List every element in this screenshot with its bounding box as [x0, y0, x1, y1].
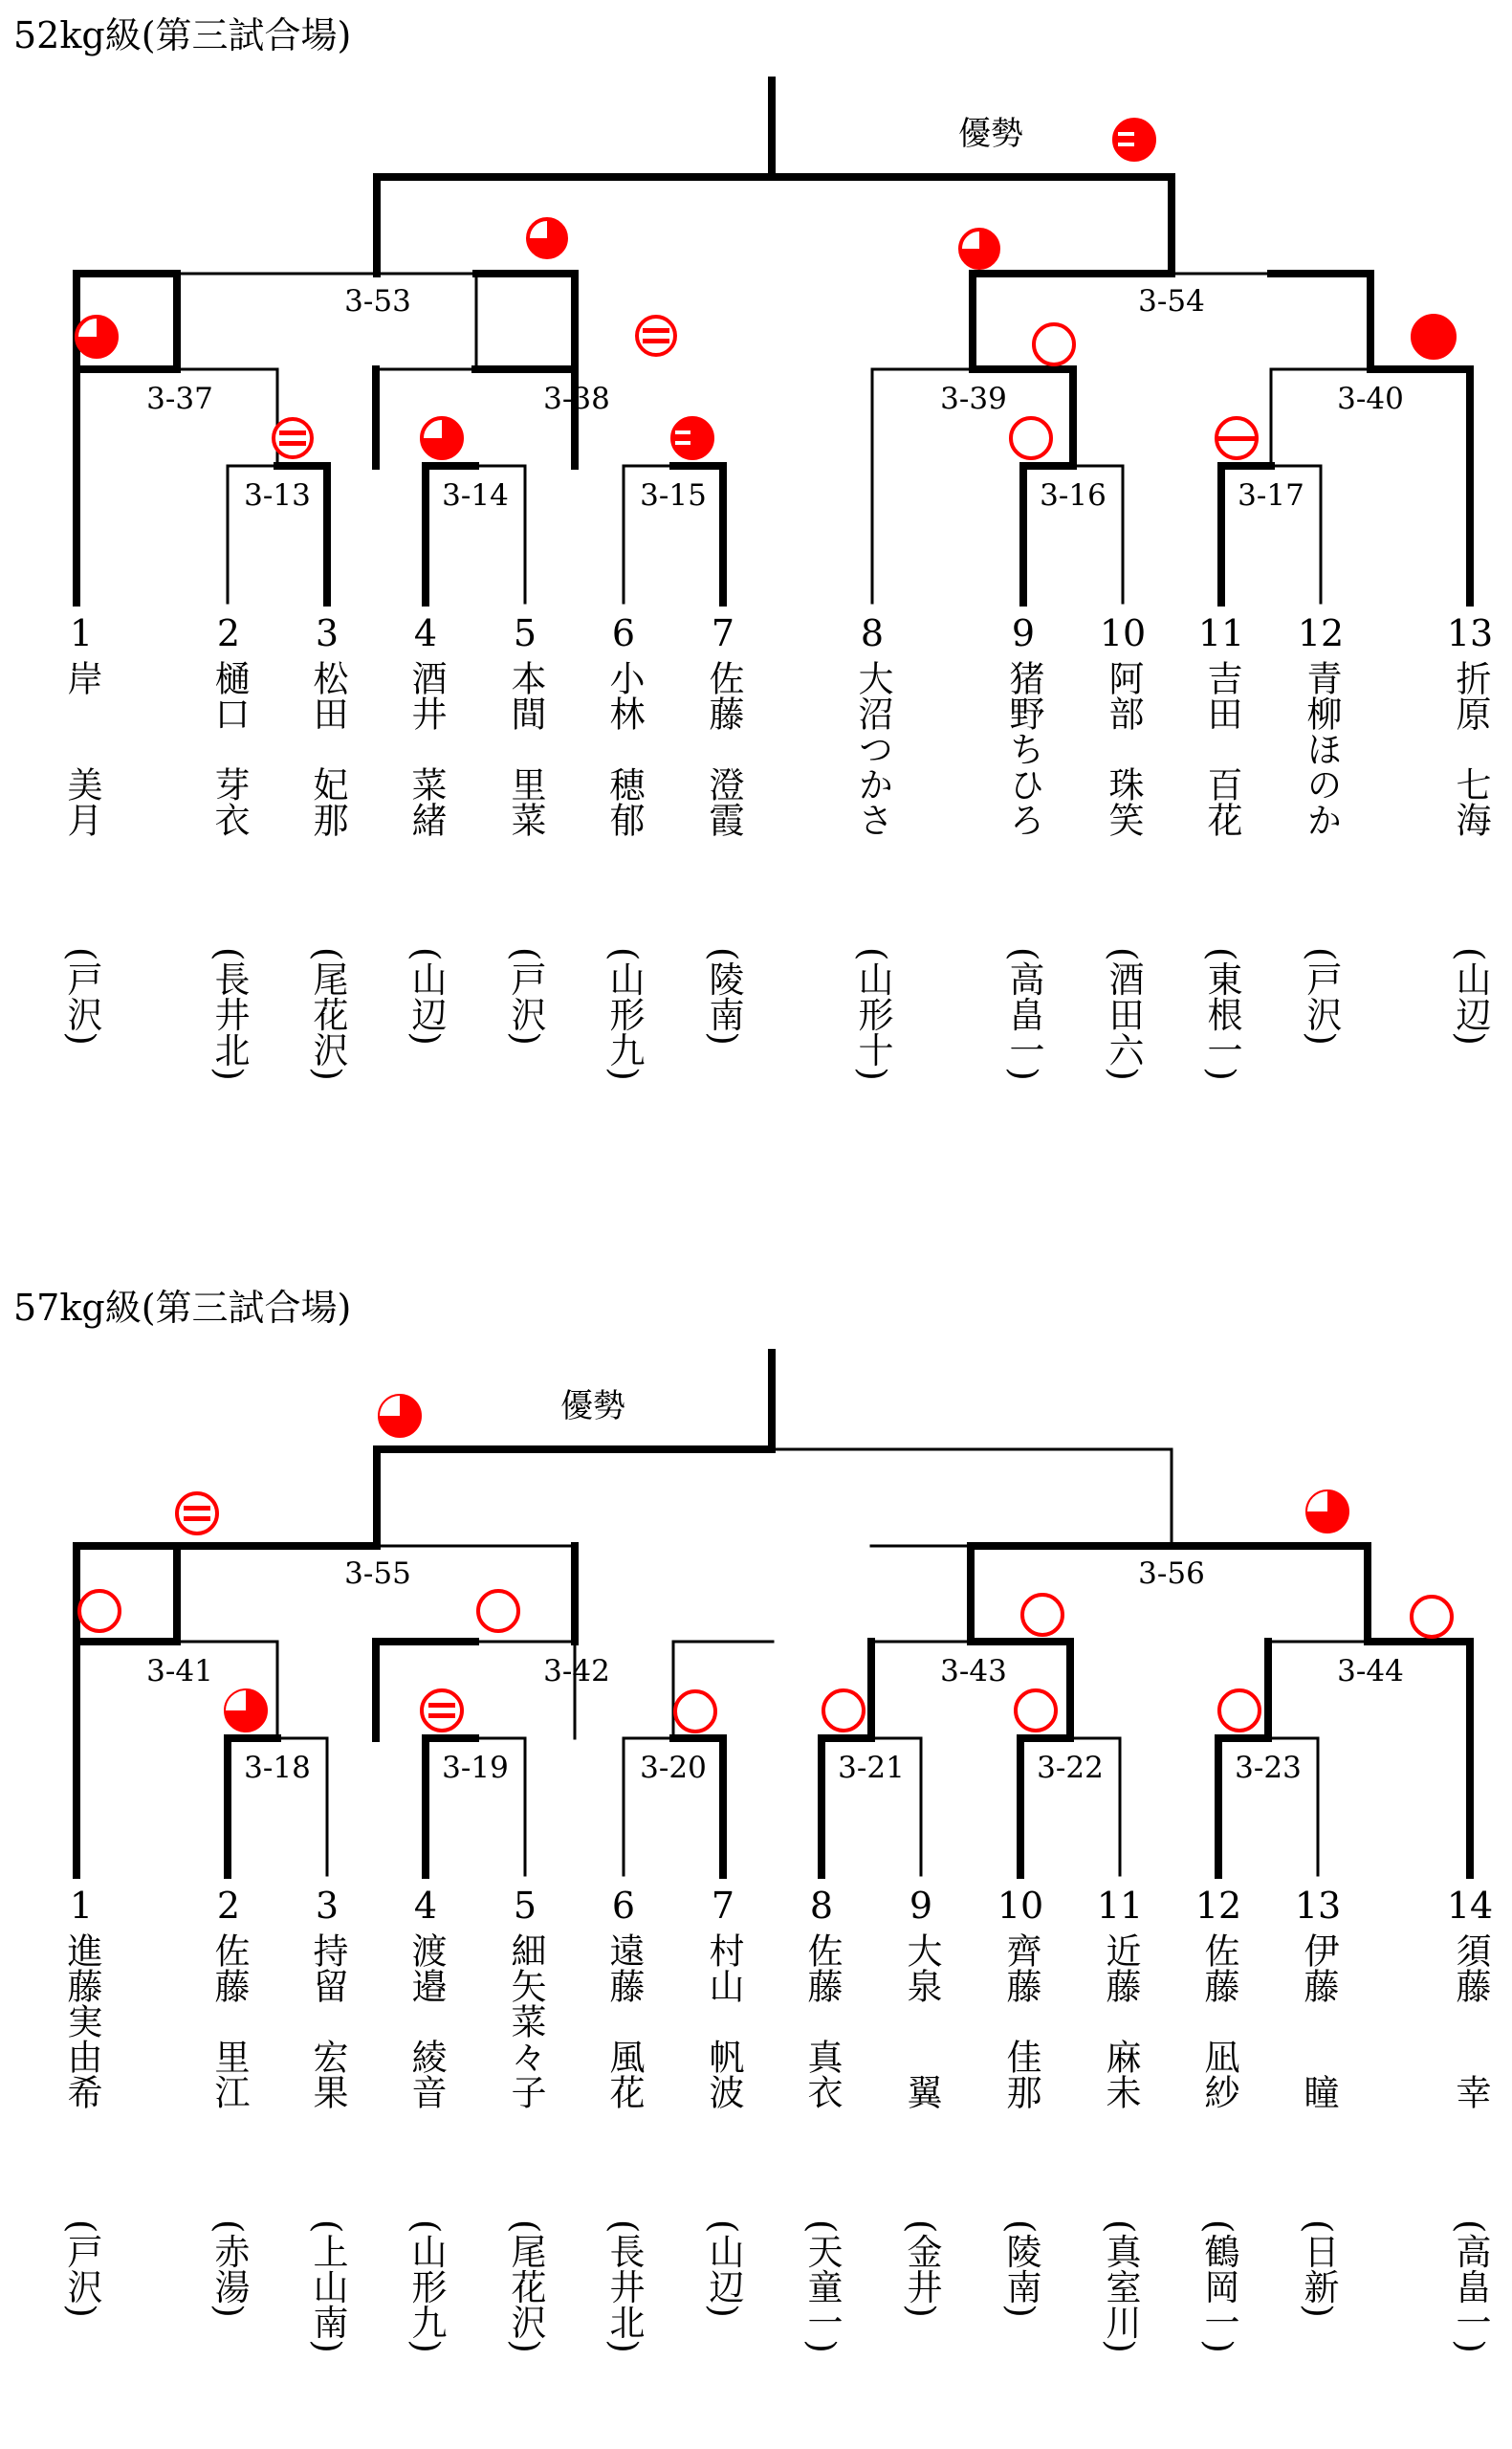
- player-number: 8: [860, 612, 885, 654]
- bracket-57kg: [0, 1272, 1512, 2449]
- player-number: 13: [1446, 612, 1494, 654]
- result-mark-3-15: [672, 418, 712, 458]
- result-mark-3-44: [1412, 1597, 1452, 1637]
- player-school: (赤湯): [208, 2219, 250, 2318]
- result-mark-3-39: [1034, 324, 1074, 364]
- player-school: (尾花沢): [505, 2219, 546, 2353]
- player-name: 岸 美月: [61, 660, 102, 837]
- result-mark-3-17: [1216, 418, 1257, 458]
- match-label-3-17: 3-17: [1238, 478, 1304, 513]
- player-number: 5: [513, 612, 537, 654]
- player-name: 佐藤 澄霞: [703, 660, 744, 837]
- match-label-3-16: 3-16: [1040, 478, 1107, 513]
- result-mark-3-16: [1011, 418, 1051, 458]
- player-name: 佐藤 里江: [208, 1932, 250, 2109]
- player-school: (戸沢): [505, 947, 546, 1046]
- player-school: (東根一): [1201, 947, 1242, 1081]
- champion-label: 優勢: [560, 1387, 625, 1425]
- match-label-3-37: 3-37: [146, 382, 213, 416]
- player-name: 持留 宏果: [307, 1932, 348, 2109]
- player-name: 小林 穂郁: [603, 660, 645, 837]
- result-mark-3-20: [675, 1691, 715, 1732]
- bracket-title: 52kg級(第三試合場): [13, 14, 352, 56]
- player-name: 本間 里菜: [505, 660, 546, 837]
- match-label-3-14: 3-14: [442, 478, 509, 513]
- match-label-3-54: 3-54: [1138, 284, 1205, 319]
- player-school: (山辺): [1450, 947, 1491, 1046]
- player-number: 7: [711, 1885, 735, 1927]
- player-number: 6: [611, 1885, 636, 1927]
- player-school: (天童一): [801, 2219, 843, 2353]
- match-label-3-13: 3-13: [244, 478, 311, 513]
- player-school: (戸沢): [61, 947, 102, 1046]
- player-name: 青柳ほのか: [1301, 660, 1342, 837]
- result-mark-champion: [380, 1396, 420, 1436]
- result-mark-3-38: [637, 317, 675, 355]
- player-school: (金井): [901, 2219, 942, 2318]
- match-label-3-22: 3-22: [1037, 1751, 1104, 1785]
- result-marks: [77, 120, 1455, 458]
- bracket-lines: [77, 1353, 1470, 1875]
- result-mark-3-21: [823, 1690, 864, 1731]
- player-number: 3: [315, 1885, 340, 1927]
- player-name: 大沼つかさ: [852, 660, 893, 837]
- champion-label: 優勢: [958, 115, 1023, 153]
- player-name: 伊藤 瞳: [1298, 1932, 1339, 2109]
- result-mark-champion: [1114, 120, 1154, 160]
- match-label-3-23: 3-23: [1235, 1751, 1302, 1785]
- player-number: 14: [1446, 1885, 1494, 1927]
- match-label-3-39: 3-39: [940, 382, 1007, 416]
- player-name: 渡邉 綾音: [405, 1932, 447, 2109]
- result-mark-3-40: [1413, 316, 1455, 358]
- bracket-title: 57kg級(第三試合場): [13, 1287, 352, 1329]
- match-label-3-38: 3-38: [543, 382, 610, 416]
- player-school: (陵南): [1000, 2219, 1041, 2318]
- player-school: (尾花沢): [307, 947, 348, 1081]
- player-number: 9: [1011, 612, 1036, 654]
- player-number: 1: [69, 612, 94, 654]
- player-number: 6: [611, 612, 636, 654]
- result-mark-3-18: [226, 1690, 266, 1731]
- player-school: (長井北): [603, 2219, 645, 2353]
- player-name: 齊藤 佳那: [1000, 1932, 1041, 2109]
- player-name: 酒井 菜緒: [405, 660, 447, 837]
- player-school: (戸沢): [61, 2219, 102, 2318]
- player-number: 3: [315, 612, 340, 654]
- match-label-3-44: 3-44: [1337, 1654, 1404, 1688]
- player-name: 進藤実由希: [61, 1932, 102, 2109]
- player-number: 4: [413, 612, 438, 654]
- match-label-3-19: 3-19: [442, 1751, 509, 1785]
- match-label-3-55: 3-55: [344, 1556, 411, 1591]
- player-number: 12: [1297, 612, 1345, 654]
- player-school: (高畠一): [1450, 2219, 1491, 2353]
- player-name: 遠藤 風花: [603, 1932, 645, 2109]
- player-name: 須藤 幸: [1450, 1932, 1491, 2109]
- player-school: (高畠一): [1003, 947, 1044, 1081]
- player-name: 折原 七海: [1450, 660, 1491, 837]
- match-label-3-21: 3-21: [838, 1751, 905, 1785]
- player-number: 9: [909, 1885, 933, 1927]
- match-labels: [146, 284, 1404, 513]
- player-number: 13: [1294, 1885, 1342, 1927]
- player-number: 2: [216, 1885, 241, 1927]
- player-school: (上山南): [307, 2219, 348, 2353]
- player-name: 細矢菜々子: [505, 1932, 546, 2109]
- result-mark-3-23: [1219, 1690, 1260, 1731]
- player-number: 1: [69, 1885, 94, 1927]
- match-label-3-56: 3-56: [1138, 1556, 1205, 1591]
- player-number: 11: [1096, 1885, 1144, 1927]
- result-mark-3-53: [528, 219, 566, 257]
- player-number: 8: [809, 1885, 834, 1927]
- result-mark-3-22: [1016, 1690, 1056, 1731]
- player-name: 阿部 珠笑: [1103, 660, 1144, 837]
- player-name: 樋口 芽衣: [208, 660, 250, 837]
- player-school: (戸沢): [1301, 947, 1342, 1046]
- player-number: 11: [1197, 612, 1245, 654]
- bracket-lines: [77, 80, 1470, 603]
- result-mark-3-14: [422, 418, 462, 458]
- player-school: (長井北): [208, 947, 250, 1081]
- result-mark-3-19: [422, 1690, 462, 1731]
- result-mark-3-43: [1022, 1595, 1063, 1635]
- player-number: 5: [513, 1885, 537, 1927]
- player-school: (山辺): [703, 2219, 744, 2318]
- player-school: (山形九): [603, 947, 645, 1081]
- result-mark-3-13: [274, 419, 312, 457]
- player-name: 松田 妃那: [307, 660, 348, 837]
- player-school: (真室川): [1100, 2219, 1141, 2353]
- player-school: (山形十): [852, 947, 893, 1081]
- player-number: 2: [216, 612, 241, 654]
- player-school: (山辺): [405, 947, 447, 1046]
- match-label-3-15: 3-15: [640, 478, 707, 513]
- player-school: (山形九): [405, 2219, 447, 2353]
- match-label-3-41: 3-41: [146, 1654, 213, 1688]
- result-mark-3-42: [478, 1591, 518, 1631]
- player-name: 近藤 麻未: [1100, 1932, 1141, 2109]
- player-name: 大泉 翼: [901, 1932, 942, 2109]
- player-name: 村山 帆波: [703, 1932, 744, 2109]
- match-label-3-20: 3-20: [640, 1751, 707, 1785]
- player-school: (陵南): [703, 947, 744, 1046]
- match-label-3-43: 3-43: [940, 1654, 1007, 1688]
- player-number: 12: [1194, 1885, 1242, 1927]
- match-label-3-40: 3-40: [1337, 382, 1404, 416]
- player-number: 4: [413, 1885, 438, 1927]
- player-name: 猪野ちひろ: [1003, 660, 1044, 837]
- result-mark-3-55: [177, 1493, 217, 1533]
- match-label-3-53: 3-53: [344, 284, 411, 319]
- result-mark-3-56: [1307, 1491, 1348, 1532]
- result-mark-3-54: [960, 230, 998, 268]
- player-name: 佐藤 真衣: [801, 1932, 843, 2109]
- result-mark-3-41: [79, 1591, 120, 1631]
- player-school: (酒田六): [1103, 947, 1144, 1081]
- match-label-3-42: 3-42: [543, 1654, 610, 1688]
- player-school: (日新): [1298, 2219, 1339, 2318]
- result-mark-3-37: [77, 317, 117, 357]
- player-school: (鶴岡一): [1198, 2219, 1239, 2353]
- match-label-3-18: 3-18: [244, 1751, 311, 1785]
- player-name: 吉田 百花: [1201, 660, 1242, 837]
- player-number: 10: [1099, 612, 1147, 654]
- player-number: 10: [997, 1885, 1044, 1927]
- player-number: 7: [711, 612, 735, 654]
- player-name: 佐藤 凪紗: [1198, 1932, 1239, 2109]
